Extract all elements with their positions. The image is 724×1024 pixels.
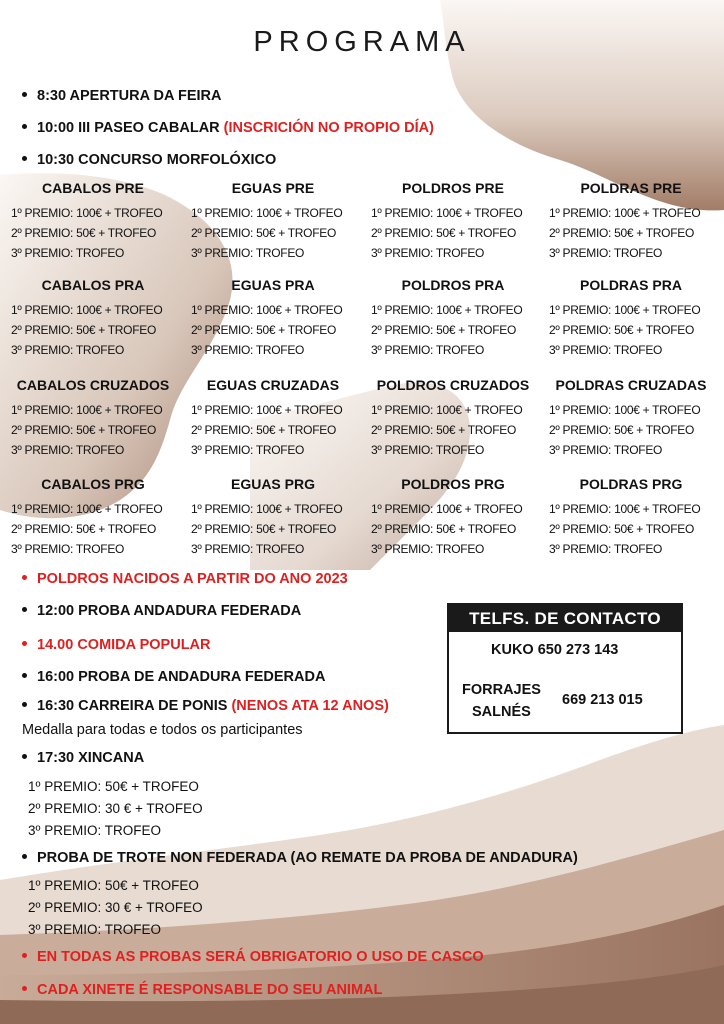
rule-helmet: [22, 949, 484, 965]
schedule-item-1200: [22, 603, 301, 619]
schedule-text: 12:00 PROBA ANDADURA FEDERADA: [37, 603, 302, 619]
category-title: EGUAS PRE: [231, 180, 315, 196]
schedule-item-1630: [22, 698, 389, 714]
category-title: POLDROS CRUZADOS: [376, 377, 530, 393]
schedule-item-concurso: [22, 152, 276, 168]
category-prize-3: 3º PREMIO: TROFEO: [191, 443, 305, 457]
category-prize-3: 3º PREMIO: TROFEO: [549, 343, 663, 357]
schedule-text: 10:00 III PASEO CABALAR: [37, 120, 220, 136]
category-prize-1: 1º PREMIO: 100€ + TROFEO: [191, 303, 343, 317]
category-prize-2: 2º PREMIO: 50€ + TROFEO: [11, 226, 156, 240]
bullet-icon: [22, 953, 27, 958]
category-prize-2: 2º PREMIO: 50€ + TROFEO: [191, 323, 336, 337]
schedule-text: POLDROS NACIDOS A PARTIR DO ANO 2023: [37, 571, 348, 587]
category-prize-3: 3º PREMIO: TROFEO: [191, 246, 305, 260]
category-title: POLDRAS PRA: [580, 277, 682, 293]
category-title: POLDRAS CRUZADAS: [555, 377, 707, 393]
category-prize-3: 3º PREMIO: TROFEO: [549, 542, 663, 556]
schedule-text: 8:30 APERTURA DA FEIRA: [37, 88, 222, 104]
bullet-icon: [22, 702, 27, 707]
category-prize-1: 1º PREMIO: 100€ + TROFEO: [11, 303, 163, 317]
bullet-icon: [22, 754, 27, 759]
category-title: EGUAS CRUZADAS: [206, 377, 340, 393]
category-title: POLDRAS PRE: [580, 180, 682, 196]
rule-text: EN TODAS AS PROBAS SERÁ OBRIGATORIO O USO DE CASCO: [37, 949, 484, 965]
schedule-text: PROBA DE TROTE NON FEDERADA (AO REMATE DA PROBA DE ANDADURA): [37, 850, 578, 866]
category-prize-3: 3º PREMIO: TROFEO: [371, 343, 485, 357]
category-title: EGUAS PRA: [231, 277, 315, 293]
schedule-item-trote: [22, 850, 578, 866]
rule-rider: [22, 982, 382, 998]
category-prize-2: 2º PREMIO: 50€ + TROFEO: [191, 226, 336, 240]
category-prize-3: 3º PREMIO: TROFEO: [11, 343, 125, 357]
category-prize-1: 1º PREMIO: 100€ + TROFEO: [371, 206, 523, 220]
category-prize-1: 1º PREMIO: 100€ + TROFEO: [549, 206, 701, 220]
category-prize-1: 1º PREMIO: 100€ + TROFEO: [549, 403, 701, 417]
category-prize-3: 3º PREMIO: TROFEO: [549, 246, 663, 260]
schedule-text: 16:00 PROBA DE ANDADURA FEDERADA: [37, 669, 326, 685]
medal-note: Medalla para todas e todos os participantes: [22, 722, 303, 738]
bullet-icon: [22, 641, 27, 646]
schedule-item-apertura: [22, 88, 222, 104]
category-prize-3: 3º PREMIO: TROFEO: [11, 542, 125, 556]
category-prize-1: 1º PREMIO: 100€ + TROFEO: [11, 403, 163, 417]
bullet-icon: [22, 673, 27, 678]
category-prize-2: 2º PREMIO: 50€ + TROFEO: [11, 423, 156, 437]
category-prize-1: 1º PREMIO: 100€ + TROFEO: [371, 303, 523, 317]
schedule-item-1600: [22, 669, 325, 685]
contact-forrajes-line2: SALNÉS: [472, 704, 531, 720]
category-title: POLDROS PRG: [401, 476, 505, 492]
xincana-prize-3: 3º PREMIO: TROFEO: [28, 823, 161, 838]
category-prize-2: 2º PREMIO: 50€ + TROFEO: [371, 522, 516, 536]
schedule-item-1400: [22, 637, 211, 653]
category-prize-3: 3º PREMIO: TROFEO: [191, 343, 305, 357]
category-title: CABALOS PRE: [42, 180, 144, 196]
category-title: CABALOS CRUZADOS: [16, 377, 170, 393]
trote-prize-2: 2º PREMIO: 30 € + TROFEO: [28, 900, 203, 915]
schedule-note: (INSCRICIÓN NO PROPIO DÍA): [223, 120, 434, 136]
bullet-icon: [22, 575, 27, 580]
contact-forrajes-line1: FORRAJES: [462, 682, 541, 698]
category-prize-1: 1º PREMIO: 100€ + TROFEO: [191, 206, 343, 220]
contact-kuko: KUKO 650 273 143: [491, 642, 619, 658]
category-prize-2: 2º PREMIO: 50€ + TROFEO: [549, 323, 694, 337]
schedule-note: (NENOS ATA 12 ANOS): [231, 698, 389, 714]
category-prize-3: 3º PREMIO: TROFEO: [371, 246, 485, 260]
category-prize-2: 2º PREMIO: 50€ + TROFEO: [549, 423, 694, 437]
category-prize-2: 2º PREMIO: 50€ + TROFEO: [191, 522, 336, 536]
schedule-text: 16:30 CARREIRA DE PONIS: [37, 698, 228, 714]
page-title: PROGRAMA: [253, 26, 471, 58]
category-prize-2: 2º PREMIO: 50€ + TROFEO: [11, 522, 156, 536]
category-prize-3: 3º PREMIO: TROFEO: [371, 542, 485, 556]
category-title: POLDROS PRE: [402, 180, 504, 196]
category-prize-1: 1º PREMIO: 100€ + TROFEO: [11, 206, 163, 220]
category-prize-3: 3º PREMIO: TROFEO: [11, 246, 125, 260]
category-title: POLDROS PRA: [401, 277, 505, 293]
xincana-prize-2: 2º PREMIO: 30 € + TROFEO: [28, 801, 203, 816]
category-title: CABALOS PRG: [41, 476, 145, 492]
category-prize-1: 1º PREMIO: 100€ + TROFEO: [191, 502, 343, 516]
schedule-text: 14.00 COMIDA POPULAR: [37, 637, 211, 653]
category-prize-3: 3º PREMIO: TROFEO: [11, 443, 125, 457]
category-prize-1: 1º PREMIO: 100€ + TROFEO: [11, 502, 163, 516]
schedule-text: 10:30 CONCURSO MORFOLÓXICO: [37, 152, 277, 168]
schedule-item-paseo: [22, 120, 434, 136]
contact-box: [447, 603, 683, 734]
contact-forrajes-phone: 669 213 015: [562, 692, 643, 708]
schedule-text: 17:30 XINCANA: [37, 750, 145, 766]
category-prize-1: 1º PREMIO: 100€ + TROFEO: [371, 403, 523, 417]
category-title: CABALOS PRA: [41, 277, 145, 293]
contact-header: TELFS. DE CONTACTO: [449, 605, 681, 632]
category-prize-3: 3º PREMIO: TROFEO: [371, 443, 485, 457]
category-prize-2: 2º PREMIO: 50€ + TROFEO: [371, 323, 516, 337]
category-title: EGUAS PRG: [230, 476, 315, 492]
bullet-icon: [22, 986, 27, 991]
category-prize-1: 1º PREMIO: 100€ + TROFEO: [549, 303, 701, 317]
bullet-icon: [22, 92, 27, 97]
category-prize-3: 3º PREMIO: TROFEO: [549, 443, 663, 457]
rule-text: CADA XINETE É RESPONSABLE DO SEU ANIMAL: [37, 982, 383, 998]
category-prize-3: 3º PREMIO: TROFEO: [191, 542, 305, 556]
category-prize-1: 1º PREMIO: 100€ + TROFEO: [549, 502, 701, 516]
xincana-prize-1: 1º PREMIO: 50€ + TROFEO: [28, 779, 199, 794]
category-prize-2: 2º PREMIO: 50€ + TROFEO: [371, 423, 516, 437]
category-prize-2: 2º PREMIO: 50€ + TROFEO: [371, 226, 516, 240]
bullet-icon: [22, 607, 27, 612]
category-prize-2: 2º PREMIO: 50€ + TROFEO: [191, 423, 336, 437]
trote-prize-3: 3º PREMIO: TROFEO: [28, 922, 161, 937]
category-prize-2: 2º PREMIO: 50€ + TROFEO: [549, 226, 694, 240]
bullet-icon: [22, 124, 27, 129]
trote-prize-1: 1º PREMIO: 50€ + TROFEO: [28, 878, 199, 893]
schedule-poldros-note: [22, 571, 348, 587]
category-prize-1: 1º PREMIO: 100€ + TROFEO: [371, 502, 523, 516]
category-prize-2: 2º PREMIO: 50€ + TROFEO: [11, 323, 156, 337]
schedule-item-1730: [22, 750, 144, 766]
bullet-icon: [22, 854, 27, 859]
category-prize-1: 1º PREMIO: 100€ + TROFEO: [191, 403, 343, 417]
category-title: POLDRAS PRG: [579, 476, 683, 492]
bullet-icon: [22, 156, 27, 161]
category-prize-2: 2º PREMIO: 50€ + TROFEO: [549, 522, 694, 536]
